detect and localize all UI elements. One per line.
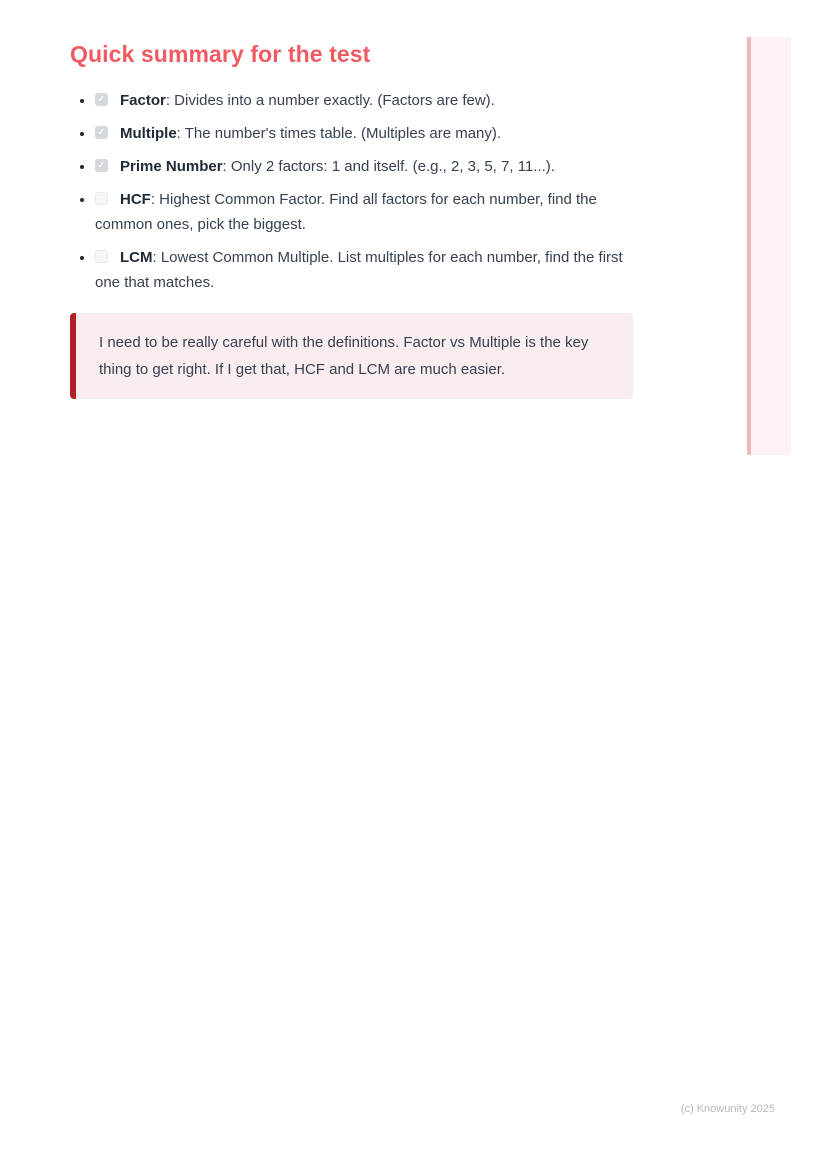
checkbox-factor[interactable] xyxy=(95,93,108,106)
term-description: : Only 2 factors: 1 and itself. (e.g., 2, 3, 5, 7, 11...). xyxy=(222,158,555,175)
note-callout xyxy=(70,313,633,399)
list-item-factor xyxy=(95,88,633,113)
term-label: HCF xyxy=(120,191,151,208)
term-label: Factor xyxy=(120,92,166,109)
term-label: LCM xyxy=(120,249,153,266)
list-item-prime-number xyxy=(95,154,633,179)
term-description: : Lowest Common Multiple. List multiples for each number, find the first one that matches. xyxy=(95,249,623,291)
footer-credit: (c) Knowunity 2025 xyxy=(680,1103,775,1115)
page-title: Quick summary for the test xyxy=(70,41,371,67)
checkbox-lcm[interactable] xyxy=(95,250,108,263)
term-description: : The number's times table. (Multiples are many). xyxy=(176,125,502,142)
term-label: Multiple xyxy=(120,125,177,142)
summary-list xyxy=(70,88,633,295)
checkbox-prime-number[interactable] xyxy=(95,159,108,172)
term-label: Prime Number xyxy=(120,158,223,175)
term-description: : Divides into a number exactly. (Factors are few). xyxy=(165,92,495,109)
list-item-multiple xyxy=(95,121,633,146)
main-content xyxy=(70,40,633,399)
term-description: : Highest Common Factor. Find all factors for each number, find the common ones, pick the biggest. xyxy=(95,191,597,233)
checkbox-hcf[interactable] xyxy=(95,192,108,205)
list-item-lcm xyxy=(95,245,633,295)
list-item-hcf xyxy=(95,187,633,237)
side-panel xyxy=(747,37,791,455)
note-callout-text: I need to be really careful with the definitions. Factor vs Multiple is the key thing to get right. If I get that, HCF and LCM are much easier. xyxy=(99,334,589,378)
checkbox-multiple[interactable] xyxy=(95,126,108,139)
